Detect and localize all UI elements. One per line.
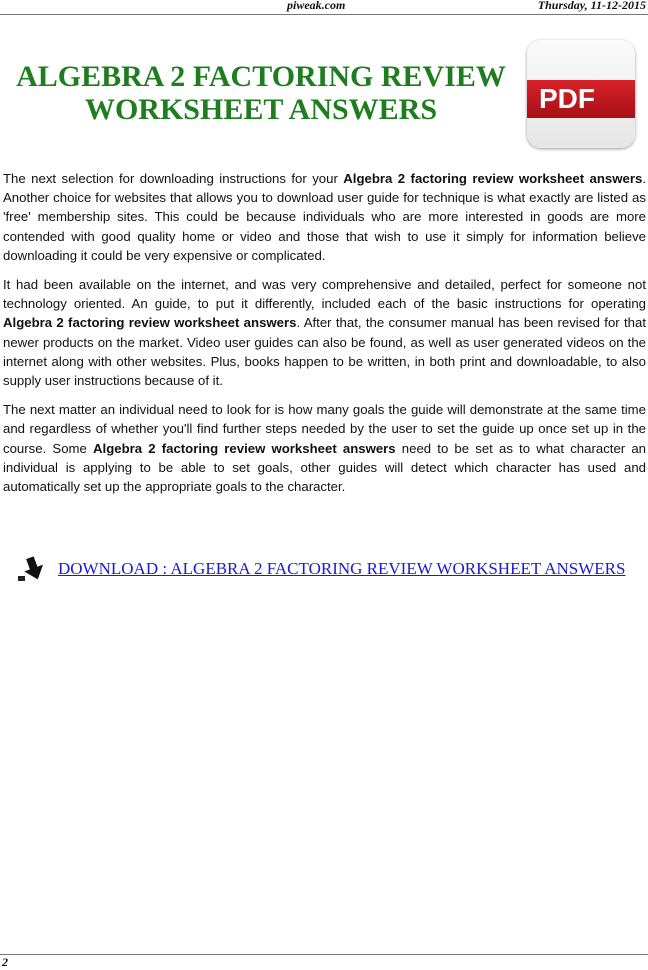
- text: The next matter an individual need to look for is how many goals the guide will demonstrate at the same time and regardless of whether you'll find further steps needed by the user to set the guide up once set up in the course. Some: [3, 402, 646, 456]
- title-line-2: WORKSHEET ANSWERS: [84, 93, 438, 126]
- paragraph-1: [3, 169, 646, 265]
- keyword: Algebra 2 factoring review worksheet answers: [3, 315, 297, 331]
- header-date: Thursday, 11-12-2015: [537, 0, 646, 12]
- text: . Another choice for websites that allows you to download user guide for technique is what exactly are listed as 'free' membership sites. This could be because individuals who are more interested in goods are more contended with good quality home or video and those that wish to use it simply for information believe downloading it could be very expensive or complicated.: [3, 171, 646, 263]
- page-footer: [0, 954, 648, 970]
- download-section: [18, 556, 625, 582]
- paragraph-2: [3, 275, 646, 390]
- download-arrow-icon: [18, 556, 50, 582]
- text: The next selection for downloading instructions for your: [3, 171, 344, 186]
- page-title: [0, 60, 522, 126]
- keyword: Algebra 2 factoring review worksheet answers: [343, 171, 643, 186]
- pdf-icon: [527, 40, 635, 148]
- download-link[interactable]: DOWNLOAD : ALGEBRA 2 FACTORING REVIEW WORKSHEET ANSWERS: [58, 559, 626, 578]
- text: It had been available on the internet, and was very comprehensive and detailed, perfect for someone not technology oriented. An guide, to put it differently, included each of the basic instructions for operating: [3, 277, 646, 312]
- site-name: piweak.com: [287, 0, 346, 12]
- page-header: [0, 0, 648, 15]
- pdf-label: PDF: [527, 80, 635, 118]
- title-line-1: ALGEBRA 2 FACTORING REVIEW: [16, 60, 506, 93]
- text: . After that, the consumer manual has been revised for that newer products on the market. Video user guides can also be found, as well as user generated videos on the internet along with other websites. Plus, books happen to be written, in both print and downloadable, to also supply user instructions because of it.: [3, 315, 646, 389]
- paragraph-3: [3, 400, 646, 496]
- text: need to be set as to what character an individual is applying to be able to set goals, other guides will detect which character has used and automatically set up the appropriate goals to the character.: [3, 440, 646, 495]
- article-body: [3, 169, 646, 506]
- page-number: 2: [2, 955, 8, 969]
- keyword: Algebra 2 factoring review worksheet answers: [93, 440, 396, 456]
